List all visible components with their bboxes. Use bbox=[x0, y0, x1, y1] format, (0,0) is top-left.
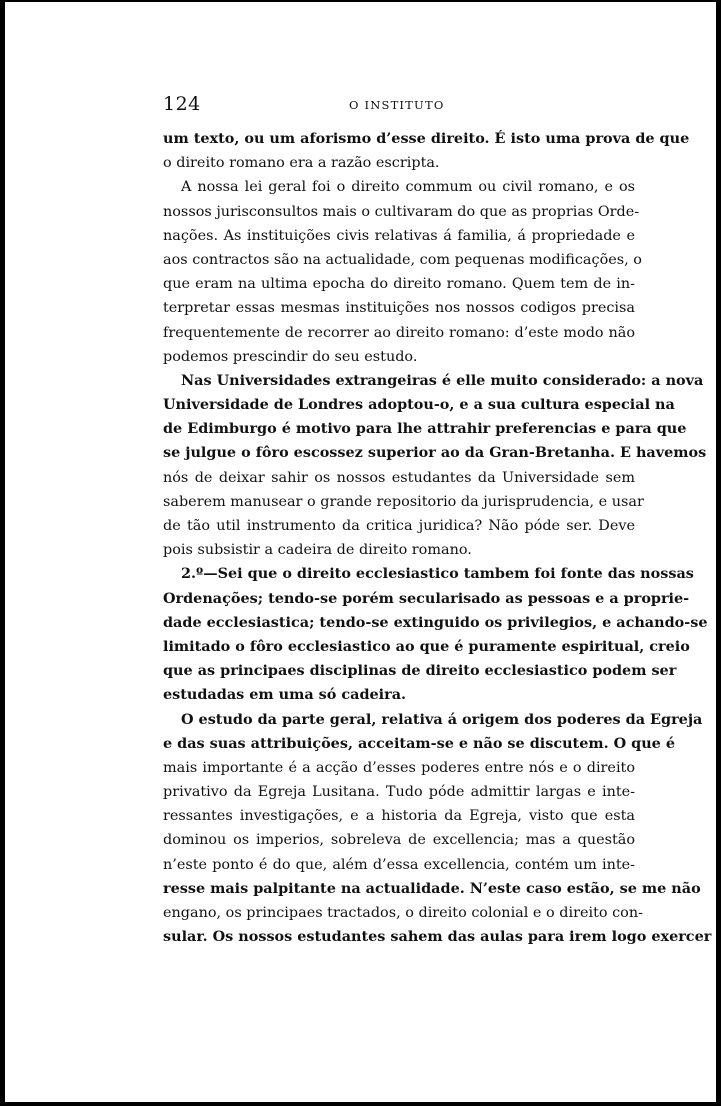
text-line: e das suas attribuições, acceitam-se e não se discutem. O que é bbox=[163, 734, 675, 752]
text-line: aos contractos são na actualidade, com pequenas modificações, o bbox=[163, 251, 642, 268]
text-line: saberem manusear o grande repositorio da jurisprudencia, e usar bbox=[163, 493, 644, 510]
page-number: 124 bbox=[163, 93, 201, 115]
page-header bbox=[163, 93, 635, 119]
text-line: terpretar essas mesmas instituições nos nossos codigos precisa bbox=[163, 300, 635, 317]
running-head: O INSTITUTO bbox=[349, 98, 445, 112]
text-line: 2.º—Sei que o direito ecclesiastico tambem foi fonte das nossas bbox=[181, 565, 694, 583]
text-line: podemos prescindir do seu estudo. bbox=[163, 348, 418, 365]
text-line: que as principaes disciplinas de direito ecclesiastico podem ser bbox=[163, 662, 677, 680]
text-line: de tão util instrumento da critica juridica? Não póde ser. Deve bbox=[163, 518, 635, 534]
text-line: mais importante é a acção d’esses poderes entre nós e o direito bbox=[163, 759, 635, 776]
text-line: frequentemente de recorrer ao direito romano: d’este modo não bbox=[163, 324, 635, 341]
text-line: estudadas em uma só cadeira. bbox=[163, 686, 407, 704]
text-line: O estudo da parte geral, relativa á origem dos poderes da Egreja bbox=[181, 710, 703, 728]
text-line: nossos jurisconsultos mais o cultivaram do que as proprias Orde- bbox=[163, 203, 640, 220]
text-line: nós de deixar sahir os nossos estudantes da Universidade sem bbox=[163, 469, 635, 486]
text-line: que eram na ultima epocha do direito romano. Quem tem de in- bbox=[163, 276, 635, 293]
text-line: limitado o fôro ecclesiastico ao que é puramente espiritual, creio bbox=[163, 637, 690, 655]
text-line: privativo da Egreja Lusitana. Tudo póde admittir largas e inte- bbox=[163, 784, 635, 801]
text-line: resse mais palpitante na actualidade. N’este caso estão, se me não bbox=[163, 879, 701, 897]
text-line: dominou os imperios, sobreleva de excellencia; mas a questão bbox=[163, 832, 635, 849]
body-text bbox=[163, 127, 712, 949]
text-line: sular. Os nossos estudantes sahem das aulas para irem logo exercer bbox=[163, 928, 712, 946]
text-line: de Edimburgo é motivo para lhe attrahir preferencias e para que bbox=[163, 420, 687, 438]
text-line: se julgue o fôro escossez superior ao da Gran-Bretanha. E havemos bbox=[163, 444, 707, 462]
text-line: dade ecclesiastica; tendo-se extinguido os privilegios, e achando-se bbox=[163, 613, 708, 631]
text-line: Ordenações; tendo-se porém secularisado as pessoas e a proprie- bbox=[163, 589, 690, 607]
text-line: um texto, ou um aforismo d’esse direito. É isto uma prova de que bbox=[163, 130, 690, 147]
text-line: nações. As instituições civis relativas á familia, á propriedade e bbox=[163, 227, 635, 244]
text-line: o direito romano era a razão escripta. bbox=[163, 155, 440, 172]
text-line: n’este ponto é do que, além d’essa excellencia, contém um inte- bbox=[163, 856, 635, 873]
text-line: Nas Universidades extrangeiras é elle muito considerado: a nova bbox=[181, 371, 704, 389]
text-line: Universidade de Londres adoptou-o, e a sua cultura especial na bbox=[163, 396, 675, 414]
text-line: A nossa lei geral foi o direito commum ou civil romano, e os bbox=[181, 179, 635, 196]
text-line: pois subsistir a cadeira de direito romano. bbox=[163, 542, 472, 559]
text-line: engano, os principaes tractados, o direito colonial e o direito con- bbox=[163, 905, 643, 921]
text-line: ressantes investigações, e a historia da Egreja, visto que esta bbox=[163, 808, 635, 825]
page-content bbox=[163, 93, 712, 949]
